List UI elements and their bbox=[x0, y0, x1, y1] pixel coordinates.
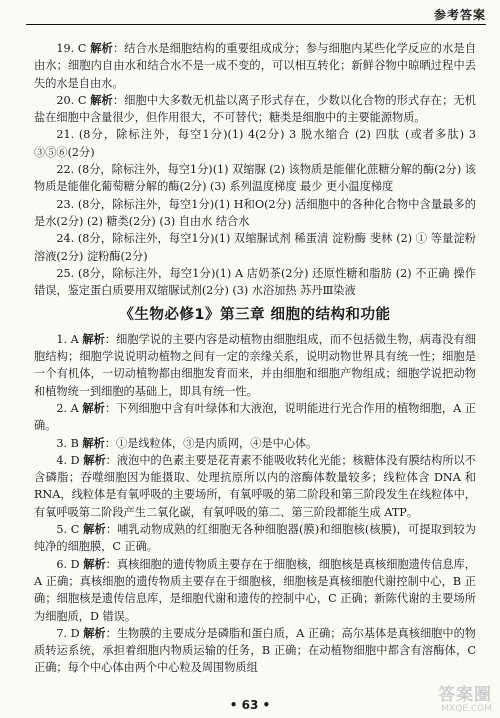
answer-text: ：生物膜的主要成分是磷脂和蛋白质，A 正确；高尔基体是真核细胞中的物质转运系统，承担着细胞内物质运输的任务，B 正确；在动植物细胞中都含有溶酶体，C 正确；每个中心体由两个中心粒及周围物质组 bbox=[34, 626, 476, 675]
answer-text: (1) 4(2分) 3 脱水缩合 (2) 四肽 (或者多肽) 3 ③⑤⑥(2分) bbox=[34, 128, 476, 159]
answer-number: 24. (8分，除标注外，每空1分) bbox=[56, 232, 215, 246]
analysis-label: 解析 bbox=[90, 41, 113, 55]
analysis-label: 解析 bbox=[83, 625, 106, 640]
answer-item bbox=[34, 521, 476, 556]
answer-text: ：真核细胞的遗传物质主要存在于细胞核，细胞核是真核细胞遗传信息库，A 正确；真核细胞的遗传物质主要存在于细胞核，细胞核是真核细胞代谢控制中心，B 正确；细胞核是遗传信息库，是细胞代谢和遗传的控制中心，C 正确；新陈代谢的主要场所为细胞质，D 错误。 bbox=[34, 557, 476, 623]
answer-number: 2. A bbox=[56, 401, 83, 415]
answers-section-1 bbox=[34, 40, 476, 299]
answer-item bbox=[34, 452, 476, 521]
page-number: • 63 • bbox=[229, 698, 271, 712]
answer-text: (1) 双缩脲 (2) 该物质是能催化蔗糖分解的酶(2分) 该物质是能催化葡萄糖分解的酶(2分) (3) 系列温度梯度 最少 更小温度梯度 bbox=[34, 163, 476, 194]
answer-item bbox=[34, 161, 476, 196]
answer-number: 5. C bbox=[56, 523, 84, 537]
answer-text: ：细胞中大多数无机盐以离子形式存在，少数以化合物的形式存在；无机盐在细胞中含量很少，但作用很大，不可替代；糖类是细胞中的主要能源物质。 bbox=[34, 93, 476, 125]
answer-number: 25. (8分，除标注外，每空1分) bbox=[56, 266, 216, 280]
answer-number: 20. C bbox=[56, 93, 91, 107]
answer-item bbox=[34, 40, 476, 92]
analysis-label: 解析 bbox=[83, 452, 106, 467]
header-rule bbox=[26, 24, 486, 25]
answer-item bbox=[34, 435, 476, 452]
answer-number: 3. B bbox=[56, 436, 83, 450]
chapter-title: 《生物必修1》第三章 细胞的结构和功能 bbox=[119, 307, 391, 324]
answer-item bbox=[34, 265, 476, 300]
analysis-label: 解析 bbox=[90, 92, 113, 107]
answer-text: ：细胞学说的主要内容是动植物由细胞组成，而不包括微生物，病毒没有细胞结构；细胞学说说明动植物之间有一定的亲缘关系，说明动物世界具有统一性；细胞是一个有机体，一切动植物都由细胞发育而来，并由细胞和细胞产物组成；细胞学说把动物和植物统一到细胞的基础上，即具有统一性。 bbox=[34, 332, 476, 398]
answer-number: 22. (8分，除标注外，每空1分) bbox=[56, 163, 213, 177]
answer-text: ：液泡中的色素主要是花青素不能吸收转化光能；核糖体没有膜结构所以不含磷脂；吞噬细胞因为能摄取、处理抗原所以内的溶酶体数量较多；线粒体含 DNA 和 RNA，线粒体是有氧呼吸的主要场所，有氧呼吸的第二阶段和第三阶段发生在线粒体中，有氧呼吸第二阶段产生二氧化碳，有氧呼吸的第二、第三阶段都能生成 ATP。 bbox=[34, 453, 476, 519]
answer-item bbox=[34, 126, 476, 161]
answer-item bbox=[34, 331, 476, 400]
answer-number: 7. D bbox=[56, 626, 84, 640]
answer-text: (1) A 店奶茶(2分) 还原性糖和脂肪 (2) 不正确 操作错误，鉴定蛋白质要用双缩脲试剂(2分) (3) 水浴加热 苏丹Ⅲ染液 bbox=[34, 266, 476, 298]
answer-number: 4. D bbox=[56, 453, 84, 467]
analysis-label: 解析 bbox=[82, 400, 105, 415]
answer-number: 1. A bbox=[56, 332, 83, 346]
answer-text: ：①是线粒体，③是内质网，④是中心体。 bbox=[104, 436, 318, 450]
analysis-label: 解析 bbox=[83, 522, 106, 537]
answer-item bbox=[34, 556, 476, 625]
answer-text: (1) H和O(2分) 活细胞中的各种化合物中含量最多的是水(2分) (2) 糖类(2分) (3) 自由水 结合水 bbox=[34, 197, 476, 228]
answer-number: 23. (8分，除标注外，每空1分) bbox=[56, 197, 215, 211]
header-tag: 参考答案 bbox=[433, 8, 486, 22]
answer-item bbox=[34, 625, 476, 677]
answer-item bbox=[34, 92, 476, 127]
answer-text: ：下列细胞中含有叶绿体和大液泡，说明能进行光合作用的植物细胞，A 正确。 bbox=[34, 401, 476, 433]
answer-text: (1) 双缩脲试剂 稀蛋清 淀粉酶 斐林 (2) ① 等量淀粉溶液(2分) 淀粉酶(2分) bbox=[34, 232, 476, 263]
answer-item bbox=[34, 230, 476, 265]
answer-item bbox=[34, 196, 476, 231]
answer-number: 19. C bbox=[56, 42, 91, 55]
analysis-label: 解析 bbox=[82, 331, 105, 346]
answer-content bbox=[34, 40, 476, 677]
answer-text: ：结合水是细胞结构的重要组成成分；参与细胞内某些化学反应的水是自由水；细胞内自由水和结合水不是一成不变的，可以相互转化；新鲜谷物中晾晒过程中丢失的水是自由水。 bbox=[34, 42, 476, 90]
answer-item bbox=[34, 400, 476, 435]
answers-section-2 bbox=[34, 331, 476, 677]
answer-number: 6. D bbox=[56, 557, 84, 571]
watermark-logo: 答案圈 MXQE.COM bbox=[438, 685, 492, 714]
analysis-label: 解析 bbox=[82, 435, 105, 450]
answer-text: ：哺乳动物成熟的红细胞无各种细胞器(膜)和细胞核(核膜)，可提取到较为纯净的细胞膜，C 正确。 bbox=[34, 523, 476, 554]
answer-number: 21. (8分，除标注外，每空1分) bbox=[56, 128, 228, 142]
analysis-label: 解析 bbox=[83, 556, 106, 571]
